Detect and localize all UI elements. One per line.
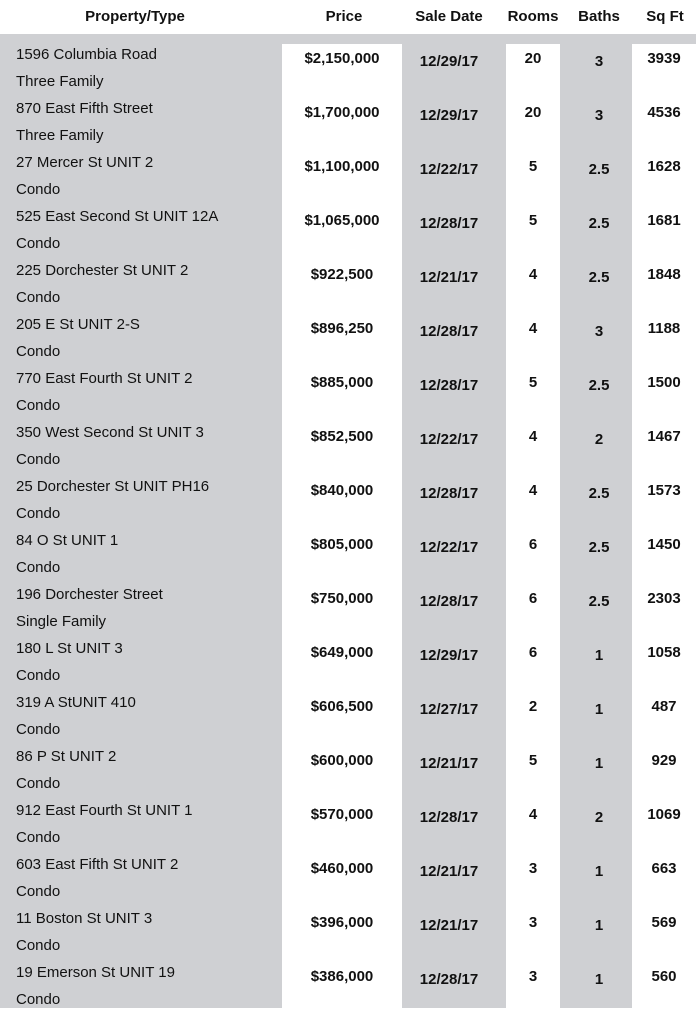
sale-date-cell: 12/29/17 <box>419 107 479 124</box>
rooms-cell: 20 <box>524 50 542 67</box>
table-row <box>0 422 696 476</box>
property-address: 27 Mercer St UNIT 2 <box>16 154 154 171</box>
property-address: 11 Boston St UNIT 3 <box>16 910 153 927</box>
property-address: 205 E St UNIT 2-S <box>16 316 140 333</box>
property-type: Condo <box>16 505 61 522</box>
baths-cell: 2.5 <box>588 161 610 178</box>
property-address: 912 East Fourth St UNIT 1 <box>16 802 193 819</box>
table-row <box>0 368 696 422</box>
table-row <box>0 638 696 692</box>
property-address: 870 East Fifth Street <box>16 100 153 117</box>
rooms-cell: 5 <box>528 212 538 229</box>
price-cell: $1,700,000 <box>304 104 380 121</box>
baths-cell: 2.5 <box>588 485 610 502</box>
table-row <box>0 800 696 854</box>
table-row <box>0 260 696 314</box>
table-row <box>0 584 696 638</box>
price-cell: $460,000 <box>310 860 374 877</box>
price-cell: $606,500 <box>310 698 374 715</box>
property-type: Condo <box>16 181 61 198</box>
header-price: Price <box>325 8 363 25</box>
baths-cell: 3 <box>594 53 604 70</box>
sale-date-cell: 12/22/17 <box>419 431 479 448</box>
rooms-cell: 4 <box>528 428 538 445</box>
price-cell: $2,150,000 <box>304 50 380 67</box>
property-type: Condo <box>16 721 61 738</box>
sales-table <box>0 34 696 1008</box>
sqft-cell: 3939 <box>647 50 681 67</box>
property-address: 180 L St UNIT 3 <box>16 640 123 657</box>
sqft-cell: 4536 <box>647 104 681 121</box>
sale-date-cell: 12/22/17 <box>419 539 479 556</box>
property-address: 25 Dorchester St UNIT PH16 <box>16 478 210 495</box>
sqft-cell: 929 <box>651 752 677 769</box>
sqft-cell: 560 <box>651 968 677 985</box>
rooms-cell: 5 <box>528 374 538 391</box>
rooms-cell: 6 <box>528 590 538 607</box>
baths-cell: 2 <box>594 431 604 448</box>
property-address: 525 East Second St UNIT 12A <box>16 208 219 225</box>
baths-cell: 3 <box>594 107 604 124</box>
rooms-cell: 3 <box>528 860 538 877</box>
property-address: 350 West Second St UNIT 3 <box>16 424 204 441</box>
property-type: Condo <box>16 883 61 900</box>
header-property-type: Property/Type <box>85 8 185 25</box>
sale-date-cell: 12/28/17 <box>419 809 479 826</box>
sqft-cell: 569 <box>651 914 677 931</box>
property-address: 84 O St UNIT 1 <box>16 532 119 549</box>
property-type: Three Family <box>16 127 104 144</box>
baths-cell: 1 <box>594 647 604 664</box>
property-address: 196 Dorchester Street <box>16 586 163 603</box>
price-cell: $885,000 <box>310 374 374 391</box>
property-type: Condo <box>16 343 61 360</box>
property-type: Condo <box>16 667 61 684</box>
property-address: 770 East Fourth St UNIT 2 <box>16 370 193 387</box>
price-cell: $570,000 <box>310 806 374 823</box>
property-type: Condo <box>16 991 61 1008</box>
property-type: Condo <box>16 829 61 846</box>
sqft-cell: 1848 <box>647 266 681 283</box>
sqft-cell: 2303 <box>647 590 681 607</box>
property-type: Single Family <box>16 613 107 630</box>
rooms-cell: 4 <box>528 320 538 337</box>
sale-date-cell: 12/21/17 <box>419 917 479 934</box>
header-sale-date: Sale Date <box>415 8 483 25</box>
sale-date-cell: 12/29/17 <box>419 53 479 70</box>
sale-date-cell: 12/28/17 <box>419 971 479 988</box>
baths-cell: 1 <box>594 917 604 934</box>
sale-date-cell: 12/21/17 <box>419 755 479 772</box>
table-row <box>0 44 696 98</box>
baths-cell: 2 <box>594 809 604 826</box>
sqft-cell: 1573 <box>647 482 681 499</box>
header-rooms: Rooms <box>507 8 559 25</box>
rooms-cell: 4 <box>528 806 538 823</box>
price-cell: $840,000 <box>310 482 374 499</box>
rooms-cell: 5 <box>528 158 538 175</box>
property-type: Condo <box>16 775 61 792</box>
sale-date-cell: 12/22/17 <box>419 161 479 178</box>
sale-date-cell: 12/21/17 <box>419 269 479 286</box>
sqft-cell: 487 <box>651 698 677 715</box>
price-cell: $649,000 <box>310 644 374 661</box>
baths-cell: 2.5 <box>588 539 610 556</box>
table-row <box>0 854 696 908</box>
sqft-cell: 1628 <box>647 158 681 175</box>
table-row <box>0 206 696 260</box>
table-row <box>0 692 696 746</box>
price-cell: $896,250 <box>310 320 374 337</box>
sqft-cell: 1500 <box>647 374 681 391</box>
property-type: Condo <box>16 235 61 252</box>
property-type: Condo <box>16 559 61 576</box>
table-row <box>0 314 696 368</box>
price-cell: $750,000 <box>310 590 374 607</box>
price-cell: $1,065,000 <box>304 212 380 229</box>
baths-cell: 1 <box>594 971 604 988</box>
table-row <box>0 98 696 152</box>
price-cell: $396,000 <box>310 914 374 931</box>
price-cell: $805,000 <box>310 536 374 553</box>
price-cell: $922,500 <box>310 266 374 283</box>
baths-cell: 3 <box>594 323 604 340</box>
sqft-cell: 1058 <box>647 644 681 661</box>
sale-date-cell: 12/28/17 <box>419 377 479 394</box>
baths-cell: 2.5 <box>588 215 610 232</box>
price-cell: $386,000 <box>310 968 374 985</box>
header-baths: Baths <box>578 8 620 25</box>
price-cell: $1,100,000 <box>304 158 380 175</box>
sqft-cell: 1450 <box>647 536 681 553</box>
table-row <box>0 908 696 962</box>
table-header <box>0 0 696 34</box>
table-row <box>0 152 696 206</box>
sale-date-cell: 12/28/17 <box>419 323 479 340</box>
rooms-cell: 5 <box>528 752 538 769</box>
sqft-cell: 663 <box>651 860 677 877</box>
property-address: 86 P St UNIT 2 <box>16 748 117 765</box>
property-address: 603 East Fifth St UNIT 2 <box>16 856 179 873</box>
table-row <box>0 746 696 800</box>
property-type: Condo <box>16 289 61 306</box>
baths-cell: 1 <box>594 863 604 880</box>
sale-date-cell: 12/29/17 <box>419 647 479 664</box>
sqft-cell: 1681 <box>647 212 681 229</box>
property-address: 225 Dorchester St UNIT 2 <box>16 262 189 279</box>
sqft-cell: 1467 <box>647 428 681 445</box>
sqft-cell: 1188 <box>647 320 681 337</box>
sale-date-cell: 12/28/17 <box>419 215 479 232</box>
property-type: Condo <box>16 451 61 468</box>
header-sqft: Sq Ft <box>646 8 684 25</box>
sale-date-cell: 12/21/17 <box>419 863 479 880</box>
baths-cell: 2.5 <box>588 269 610 286</box>
property-address: 319 A StUNIT 410 <box>16 694 136 711</box>
rooms-cell: 20 <box>524 104 542 121</box>
rooms-cell: 6 <box>528 536 538 553</box>
property-address: 1596 Columbia Road <box>16 46 157 63</box>
property-address: 19 Emerson St UNIT 19 <box>16 964 175 981</box>
rooms-cell: 6 <box>528 644 538 661</box>
baths-cell: 2.5 <box>588 593 610 610</box>
price-cell: $852,500 <box>310 428 374 445</box>
sale-date-cell: 12/27/17 <box>419 701 479 718</box>
property-type: Condo <box>16 937 61 954</box>
property-type: Condo <box>16 397 61 414</box>
price-cell: $600,000 <box>310 752 374 769</box>
table-row <box>0 530 696 584</box>
baths-cell: 1 <box>594 755 604 772</box>
rooms-cell: 2 <box>528 698 538 715</box>
sale-date-cell: 12/28/17 <box>419 593 479 610</box>
baths-cell: 2.5 <box>588 377 610 394</box>
sqft-cell: 1069 <box>647 806 681 823</box>
rooms-cell: 4 <box>528 266 538 283</box>
baths-cell: 1 <box>594 701 604 718</box>
property-type: Three Family <box>16 73 104 90</box>
rooms-cell: 3 <box>528 968 538 985</box>
sale-date-cell: 12/28/17 <box>419 485 479 502</box>
rooms-cell: 3 <box>528 914 538 931</box>
table-row <box>0 476 696 530</box>
rooms-cell: 4 <box>528 482 538 499</box>
